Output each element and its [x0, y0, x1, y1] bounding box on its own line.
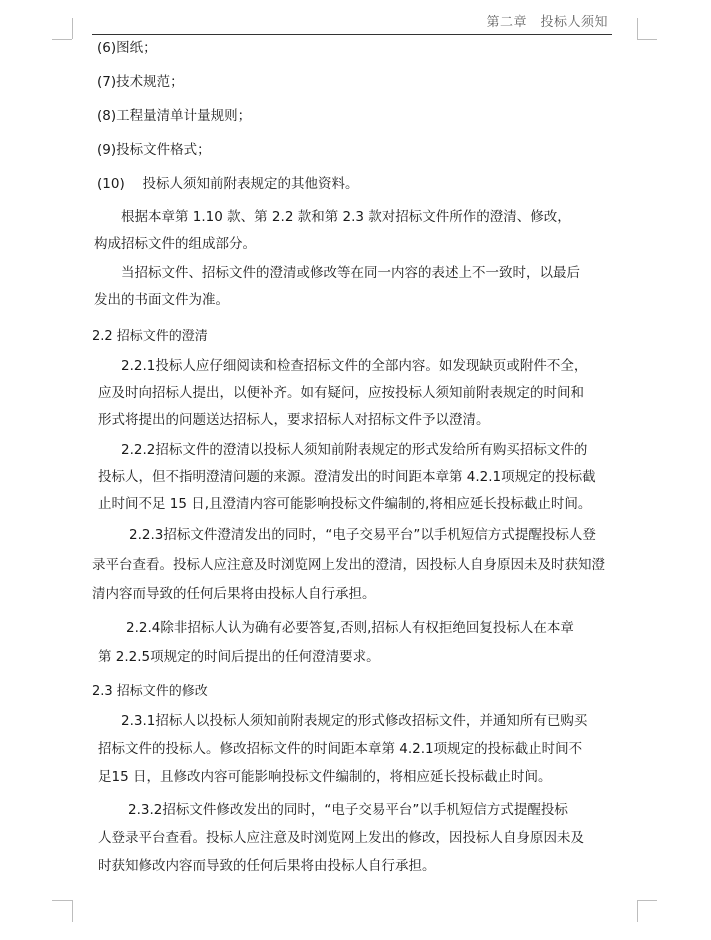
- list-item: (9)投标文件格式；: [97, 142, 211, 158]
- section-heading: 2.3 招标文件的修改: [92, 684, 208, 699]
- crop-mark-top-left-h: [52, 39, 72, 40]
- crop-mark-top-right-h: [637, 39, 657, 40]
- paragraph-line: 录平台查看。投标人应注意及时浏览网上发出的澄清，因投标人自身原因未及时获知澄: [92, 557, 605, 573]
- crop-mark-bottom-left-v: [72, 900, 73, 922]
- crop-mark-bottom-left-h: [52, 900, 72, 901]
- paragraph-line: 投标人，但不指明澄清问题的来源。澄清发出的时间距本章第 4.2.1项规定的投标截: [98, 469, 596, 485]
- section-heading: 2.2 招标文件的澄清: [92, 329, 208, 344]
- paragraph-line: 人登录平台查看。投标人应注意及时浏览网上发出的修改，因投标人自身原因未及: [98, 830, 584, 846]
- paragraph-line: 2.2.1投标人应仔细阅读和检查招标文件的全部内容。如发现缺页或附件不全，: [121, 358, 588, 374]
- crop-mark-bottom-right-h: [637, 900, 657, 901]
- paragraph-line: 时获知修改内容而导致的任何后果将由投标人自行承担。: [98, 858, 436, 874]
- paragraph-line: 2.3.1招标人以投标人须知前附表规定的形式修改招标文件，并通知所有已购买: [121, 713, 588, 729]
- crop-mark-top-right-v: [637, 18, 638, 39]
- paragraph-line: 招标文件的投标人。修改招标文件的时间距本章第 4.2.1项规定的投标截止时间不: [98, 741, 583, 757]
- page-header: [92, 4, 612, 35]
- paragraph-line: 形式将提出的问题送达招标人，要求招标人对招标文件予以澄清。: [98, 412, 490, 428]
- header-chapter-title: 第二章 投标人须知: [486, 15, 608, 30]
- paragraph-line: 构成招标文件的组成部分。: [94, 236, 256, 252]
- paragraph-line: 2.2.2招标文件的澄清以投标人须知前附表规定的形式发给所有购买招标文件的: [121, 442, 588, 458]
- crop-mark-top-left-v: [72, 18, 73, 39]
- paragraph-line: 第 2.2.5项规定的时间后提出的任何澄清要求。: [98, 649, 380, 665]
- list-item: (8)工程量清单计量规则；: [97, 108, 252, 124]
- list-item: (6)图纸；: [97, 40, 157, 56]
- paragraph-line: 当招标文件、招标文件的澄清或修改等在同一内容的表述上不一致时，以最后: [121, 265, 580, 281]
- paragraph-line: 足15 日，且修改内容可能影响投标文件编制的，将相应延长投标截止时间。: [98, 769, 552, 785]
- crop-mark-bottom-right-v: [637, 900, 638, 922]
- paragraph-line: 发出的书面文件为准。: [94, 292, 229, 308]
- paragraph-line: 2.2.4除非招标人认为确有必要答复,否则,招标人有权拒绝回复投标人在本章: [126, 620, 574, 636]
- paragraph-line: 2.2.3招标文件澄清发出的同时，“电子交易平台”以手机短信方式提醒投标人登: [129, 527, 596, 543]
- paragraph-line: 根据本章第 1.10 款、第 2.2 款和第 2.3 款对招标文件所作的澄清、修改，: [121, 209, 571, 225]
- paragraph-line: 2.3.2招标文件修改发出的同时，“电子交易平台”以手机短信方式提醒投标: [128, 802, 568, 818]
- paragraph-line: 清内容而导致的任何后果将由投标人自行承担。: [92, 586, 376, 602]
- list-item: (10) 投标人须知前附表规定的其他资料。: [97, 176, 359, 192]
- paragraph-line: 应及时向招标人提出，以便补齐。如有疑问，应按投标人须知前附表规定的时间和: [98, 385, 584, 401]
- paragraph-line: 止时间不足 15 日,且澄清内容可能影响投标文件编制的,将相应延长投标截止时间。: [98, 496, 592, 512]
- list-item: (7)技术规范；: [97, 74, 184, 90]
